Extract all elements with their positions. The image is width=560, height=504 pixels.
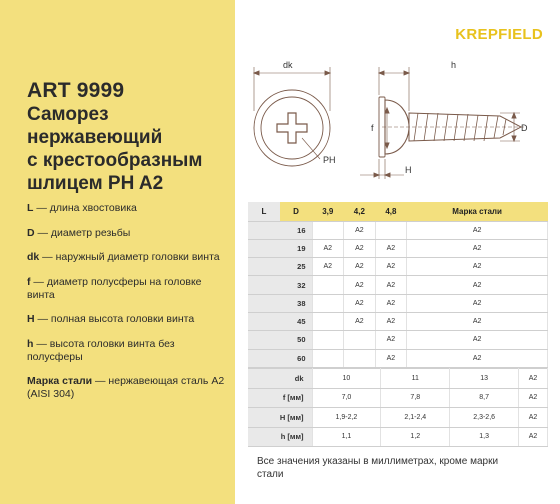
table-cell: 2,1-2,4 [381,408,450,428]
legend-item: dk — наружный диаметр головки винта [27,251,220,263]
screw-side-view [360,67,527,179]
title-line: с крестообразным [27,150,203,171]
yellow-panel [0,0,235,504]
header-cell: 4,8 [375,202,407,221]
table-cell: A2 [407,276,548,294]
table-cell: A2 [519,388,548,408]
table-row [248,221,548,239]
table-cell: A2 [344,258,376,276]
label-D: D [521,123,528,133]
table-cell [312,276,344,294]
legend-item: f — диаметр полусферы на головке винта [27,275,202,301]
table-cell: 8,7 [450,388,519,408]
table-cell: A2 [344,221,376,239]
table-cell: 10 [312,369,381,389]
table-cell: A2 [344,239,376,257]
table-row [248,408,548,428]
table-cell: A2 [375,294,407,312]
legend-item: Марка стали — нержавеющая сталь A2 (AISI 304) [27,375,225,400]
table-row [248,294,548,312]
table-cell: A2 [375,276,407,294]
table-cell: A2 [375,239,407,257]
legend-item: D — диаметр резьбы [27,226,131,239]
table-row [248,349,548,367]
table-cell: A2 [375,349,407,367]
screw-head-top-view [254,67,330,166]
article-number: ART 9999 [27,79,125,102]
label-dk: dk [283,60,293,70]
table-row [248,239,548,257]
length-cell: 16 [248,221,312,239]
table-cell: A2 [407,349,548,367]
label-h: h [451,60,457,70]
param-cell: H [мм] [248,408,312,428]
legend-item: L — длина хвостовика [27,202,137,214]
table-cell [344,349,376,367]
table-cell: A2 [519,408,548,428]
label-H: H [405,165,412,175]
table-cell: A2 [375,312,407,330]
header-cell: 3,9 [312,202,344,221]
legend-list [27,202,227,413]
table-cell [312,294,344,312]
table-cell: A2 [407,239,548,257]
table-cell: A2 [519,427,548,447]
size-availability-table [248,202,548,368]
table-row [248,369,548,389]
table-cell: A2 [407,294,548,312]
param-cell: f [мм] [248,388,312,408]
table-row [248,312,548,330]
table-header-row [248,202,548,221]
table-cell: 13 [450,369,519,389]
param-cell: dk [248,369,312,389]
label-f: f [371,123,374,133]
table-cell: A2 [407,258,548,276]
length-cell: 60 [248,349,312,367]
header-L: L [248,202,280,221]
table-cell: 7,0 [312,388,381,408]
param-cell: h [мм] [248,427,312,447]
table-cell: 2,3-2,6 [450,408,519,428]
length-cell: 50 [248,331,312,349]
table-cell [312,349,344,367]
screw-drawing [242,55,552,195]
table-cell: A2 [344,276,376,294]
table-cell: 1,9-2,2 [312,408,381,428]
table-cell [375,221,407,239]
table-cell: 11 [381,369,450,389]
head-dimensions-table [248,368,548,447]
table-row [248,331,548,349]
length-cell: 25 [248,258,312,276]
units-note: Все значения указаны в миллиметрах, кроме марки стали [257,456,499,480]
length-cell: 32 [248,276,312,294]
header-cell: Марка стали [407,202,548,221]
table-cell: A2 [344,294,376,312]
length-cell: 45 [248,312,312,330]
table-row [248,258,548,276]
table-cell: A2 [519,369,548,389]
table-row [248,276,548,294]
table-cell: A2 [407,312,548,330]
header-cell: 4,2 [344,202,376,221]
legend-item: H — полная высота головки винта [27,313,195,325]
table-cell: 1,1 [312,427,381,447]
table-cell: A2 [407,331,548,349]
table-cell: A2 [375,258,407,276]
table-cell: 1,2 [381,427,450,447]
table-cell [312,331,344,349]
title-line: шлицем PH A2 [27,173,164,194]
length-cell: 19 [248,239,312,257]
title-line: нержавеющий [27,127,163,148]
table-cell [312,312,344,330]
table-cell: A2 [312,258,344,276]
table-cell: A2 [312,239,344,257]
header-D: D [280,202,312,221]
table-cell: A2 [375,331,407,349]
table-cell: 7,8 [381,388,450,408]
table-cell [312,221,344,239]
table-row [248,388,548,408]
table-cell: A2 [407,221,548,239]
length-cell: 38 [248,294,312,312]
title-line: Саморез [27,104,109,125]
label-PH: PH [323,155,336,165]
table-cell: A2 [344,312,376,330]
legend-item: h — высота головки винта без полусферы [27,337,175,363]
brand-logo: KREPFIELD [455,26,543,43]
table-cell [344,331,376,349]
product-title [27,78,202,195]
table-row [248,427,548,447]
table-cell: 1,3 [450,427,519,447]
